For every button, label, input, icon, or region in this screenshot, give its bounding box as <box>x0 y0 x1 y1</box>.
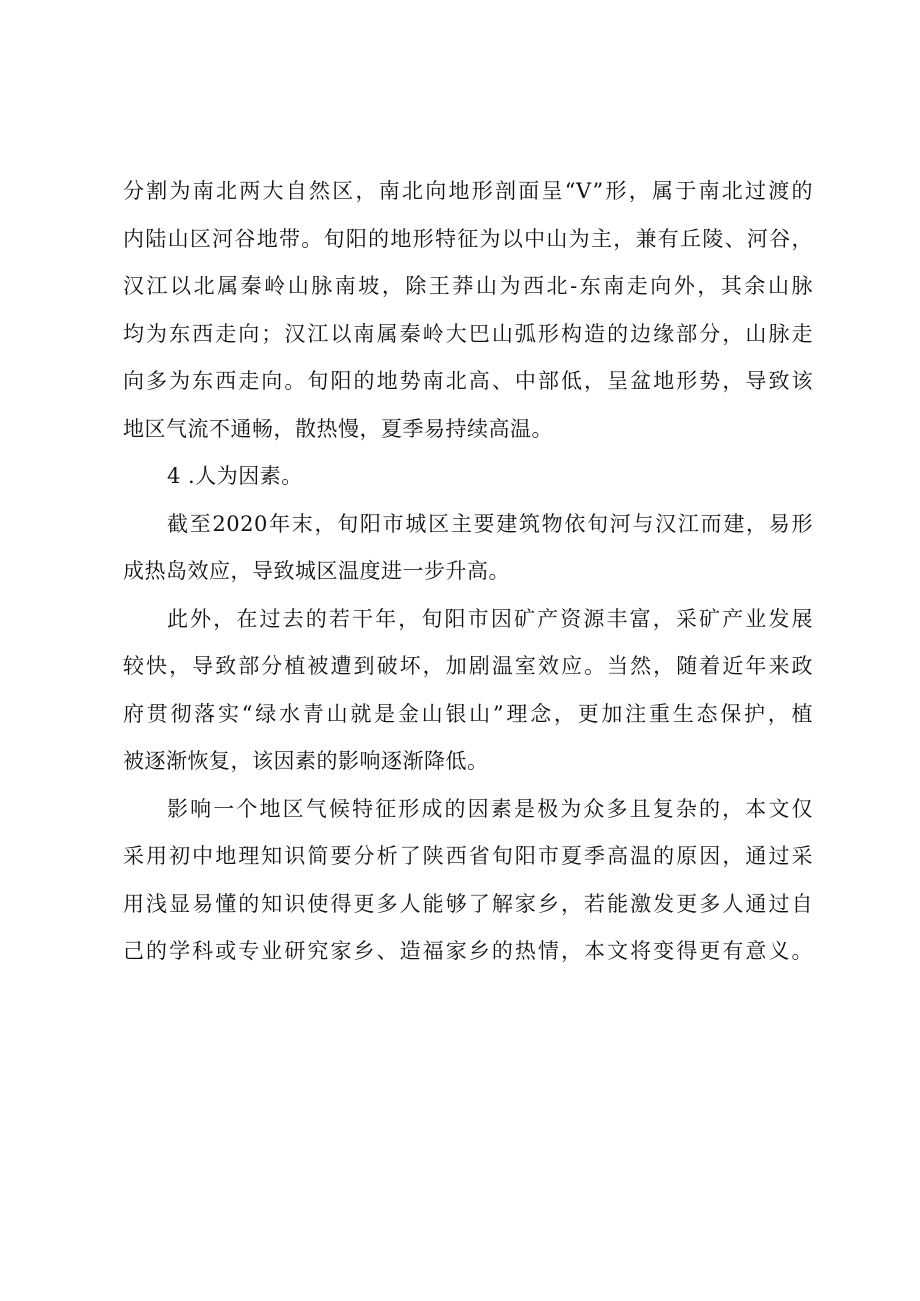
text-line: 此外，在过去的若干年，旬阳市因矿产资源丰富，采矿产业发展 <box>167 606 813 631</box>
text-line: 影响一个地区气候特征形成的因素是极为众多且复杂的，本文仅 <box>167 796 813 821</box>
text-line: 汉江以北属秦岭山脉南坡，除王莽山为西北-东南走向外，其余山脉 <box>123 274 813 298</box>
text-line: 采用初中地理知识简要分析了陕西省旬阳市夏季高温的原因，通过采 <box>123 844 813 868</box>
text-line: 分割为南北两大自然区，南北向地形剖面呈“V”形，属于南北过渡的 <box>123 179 813 203</box>
section-heading: 4 .人为因素。 <box>167 464 303 488</box>
text-line: 府贯彻落实“绿水青山就是金山银山”理念，更加注重生态保护，植 <box>123 701 813 726</box>
text-line: 用浅显易懂的知识使得更多人能够了解家乡，若能激发更多人通过自 <box>123 891 813 916</box>
text-line: 内陆山区河谷地带。旬阳的地形特征为以中山为主，兼有丘陵、河谷， <box>123 226 813 251</box>
text-line: 地区气流不通畅，散热慢，夏季易持续高温。 <box>123 416 553 441</box>
body-text <box>123 168 813 976</box>
text-line: 较快，导致部分植被遭到破坏，加剧温室效应。当然，随着近年来政 <box>123 654 813 678</box>
text-line: 被逐渐恢复，该因素的影响逐渐降低。 <box>123 749 489 773</box>
text-line: 截至2020年末，旬阳市城区主要建筑物依旬河与汉江而建，易形 <box>167 511 813 536</box>
text-line: 均为东西走向；汉江以南属秦岭大巴山弧形构造的边缘部分，山脉走 <box>123 321 813 346</box>
text-line: 己的学科或专业研究家乡、造福家乡的热情，本文将变得更有意义。 <box>123 939 813 963</box>
text-line: 向多为东西走向。旬阳的地势南北高、中部低，呈盆地形势，导致该 <box>123 369 813 393</box>
text-line: 成热岛效应，导致城区温度进一步升高。 <box>123 559 510 583</box>
